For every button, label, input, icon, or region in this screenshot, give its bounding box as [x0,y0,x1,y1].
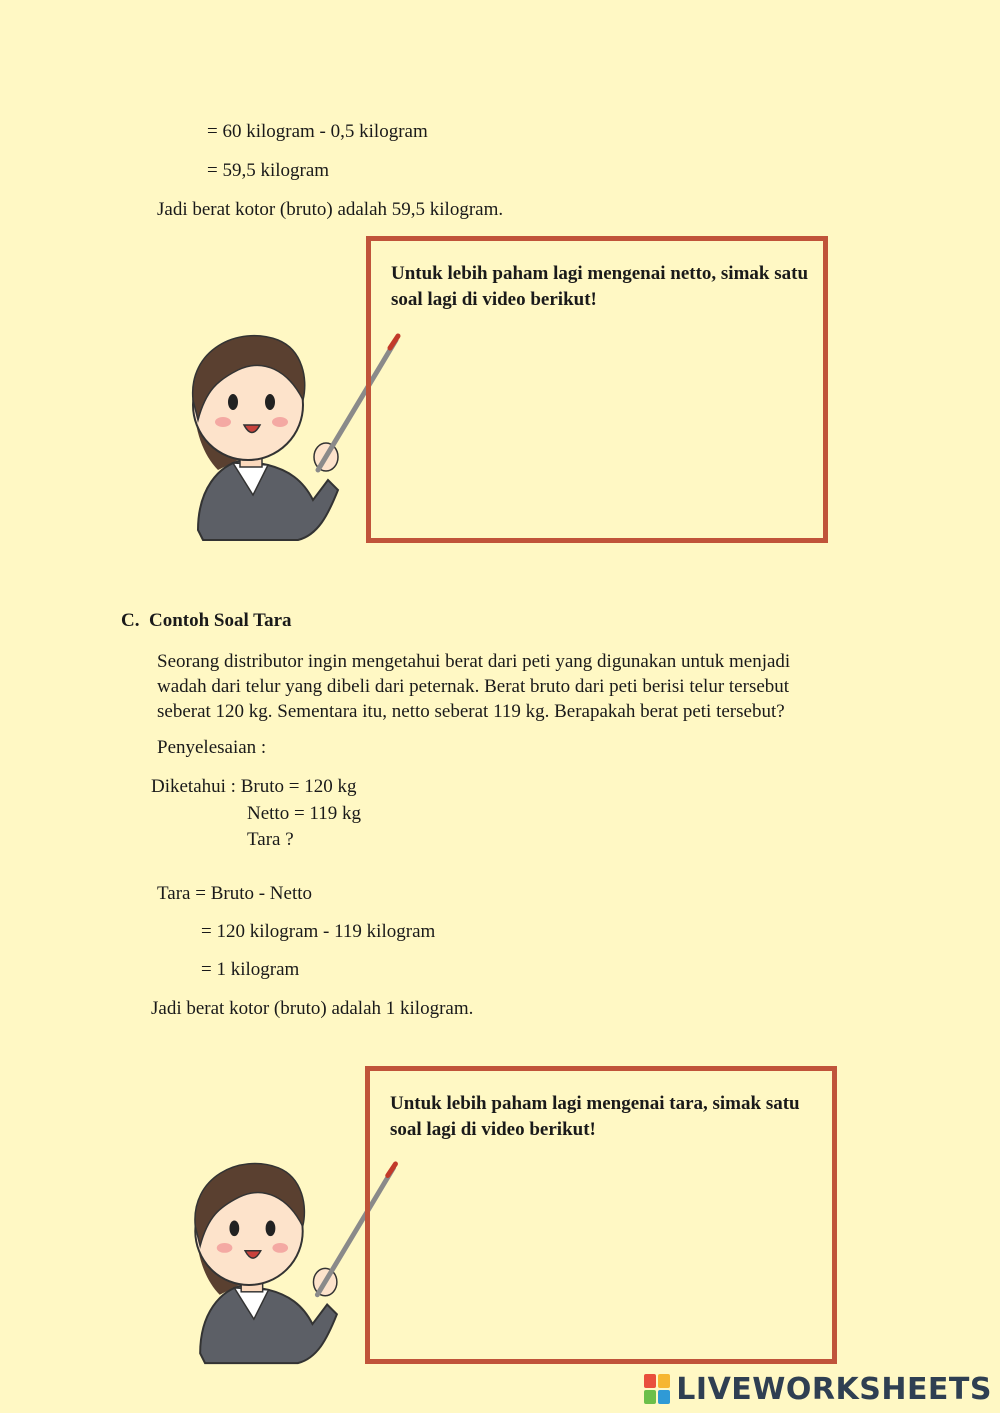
netto-callout-text: Untuk lebih paham lagi mengenai netto, simak satu soal lagi di video berikut! [391,263,809,310]
known-tara: Tara ? [247,829,294,850]
problem-text: Seorang distributor ingin mengetahui berat dari peti yang digunakan untuk menjadi wadah dari telur yang dibeli dari peternak. Berat bruto dari peti berisi telur tersebut seberat 120 kg. Sementara itu, netto seberat 119 kg. Berapakah berat peti tersebut? [157,651,791,722]
known-netto: Netto = 119 kg [247,803,361,824]
logo-text: LIVEWORKSHEETS [676,1371,992,1407]
netto-video-box[interactable] [366,236,828,543]
tara-conclusion: Jadi berat kotor (bruto) adalah 1 kilogram. [151,998,474,1019]
section-heading: C. Contoh Soal Tara [121,610,292,631]
liveworksheets-logo[interactable] [644,1371,992,1407]
tara-video-box[interactable] [365,1066,837,1364]
solution-label: Penyelesaian : [157,737,267,758]
calc-line-1: = 60 kilogram - 0,5 kilogram [207,121,428,142]
bruto-conclusion: Jadi berat kotor (bruto) adalah 59,5 kilogram. [157,199,504,220]
tara-callout-text: Untuk lebih paham lagi mengenai tara, simak satu soal lagi di video berikut! [390,1093,800,1140]
calc-line-2: = 59,5 kilogram [207,160,330,181]
tara-step-1: = 120 kilogram - 119 kilogram [201,921,436,942]
tara-formula: Tara = Bruto - Netto [157,883,313,904]
logo-mark-icon [644,1374,670,1404]
known-bruto: Diketahui : Bruto = 120 kg [151,776,357,797]
tara-step-2: = 1 kilogram [201,959,300,980]
